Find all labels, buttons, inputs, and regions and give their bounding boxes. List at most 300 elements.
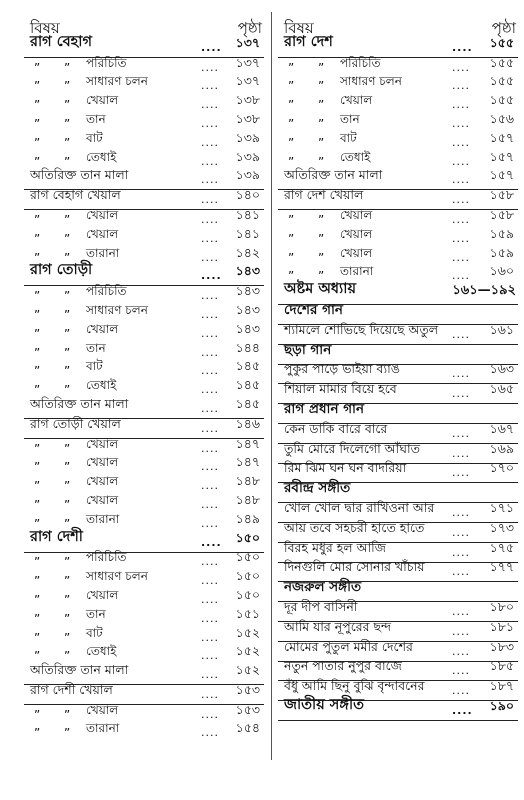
leader-dots: .... [452, 446, 470, 460]
toc-entry [24, 701, 264, 724]
page-number: ১৬৭ [489, 420, 514, 436]
entry-title: খেয়াল [340, 93, 373, 108]
entry-title: খেয়াল [86, 702, 119, 717]
entry-title: খোল খোল দ্বার রাখিওনা আর [284, 499, 435, 515]
ditto-mark: ” [64, 611, 71, 626]
entry-title: আমি যার নূপুরের ছন্দ [284, 618, 392, 634]
subsection-title: নজরুল সঙ্গীত [284, 579, 362, 596]
leader-dots: .... [452, 98, 470, 112]
page-number: ১৪৭ [235, 454, 260, 470]
page-label: পৃষ্ঠা [491, 19, 516, 37]
toc-entry [278, 225, 518, 248]
leader-dots: .... [201, 574, 219, 588]
leader-dots: .... [452, 565, 470, 579]
entry-title: রিম ঝিম ঘন ঘন বাদরিয়া [284, 460, 407, 476]
ditto-mark: ” [318, 154, 325, 169]
toc-entry [24, 225, 264, 248]
page-number: ১৩৭ [235, 34, 260, 50]
leader-dots: .... [201, 668, 219, 682]
ditto-mark: ” [64, 555, 71, 570]
leader-dots: .... [452, 135, 470, 149]
page-number: ১৪৪ [235, 339, 260, 355]
page-number: ১৫৮ [489, 206, 514, 222]
ditto-mark: ” [64, 98, 71, 113]
entry-title: তেধাই [86, 644, 117, 659]
page-number: ১৬৯ [489, 440, 514, 456]
page-number: ১৩৯ [235, 167, 260, 183]
leader-dots: .... [201, 516, 219, 530]
ditto-mark: ” [64, 231, 71, 246]
leader-dots: .... [201, 630, 219, 644]
ditto-mark: ” [34, 135, 41, 150]
entry-title: খেয়াল [86, 321, 119, 336]
ditto-mark: ” [34, 726, 41, 741]
toc-entry [278, 129, 518, 152]
toc-entry [24, 358, 264, 381]
entry-title: পরিচিতি [86, 55, 127, 70]
toc-entry [24, 415, 264, 439]
entry-title: পরিচিতি [86, 550, 127, 565]
leader-dots: .... [452, 327, 470, 341]
leader-dots: .... [452, 173, 470, 187]
leader-dots: .... [452, 116, 470, 130]
toc-entry [278, 73, 518, 96]
toc-entry [24, 110, 264, 133]
entry-title: খেয়াল [86, 226, 119, 241]
leader-dots: .... [452, 505, 470, 519]
page-number: ১৪৭ [235, 435, 260, 451]
page-number: ১৫৪ [235, 720, 260, 736]
page-number: ১৫২ [235, 662, 260, 678]
toc-entry [24, 473, 264, 495]
page-number: ১৪৩ [235, 283, 260, 299]
toc-entry [278, 110, 518, 133]
toc-left-rows [24, 33, 264, 742]
entry-title: তান [340, 111, 360, 126]
leader-dots: .... [452, 60, 470, 74]
ditto-mark: ” [318, 231, 325, 246]
ditto-mark: ” [64, 497, 71, 512]
toc-entry [24, 320, 264, 343]
page-number: ১৮১ [489, 618, 514, 634]
entry-title: খেয়াল [86, 474, 119, 489]
entry-title: বাট [340, 130, 357, 145]
toc-right-column [278, 14, 518, 721]
toc-entry [24, 681, 264, 705]
toc-entry [24, 262, 264, 287]
page-number: ১৮৩ [489, 638, 514, 654]
entry-title: তেধাই [86, 149, 117, 164]
toc-entry [24, 187, 264, 210]
entry-title: অতিরিক্ত তান মালা [30, 167, 129, 183]
entry-title: অতিরিক্ত তান মালা [30, 662, 129, 678]
leader-dots: .... [201, 154, 219, 168]
leader-dots: .... [452, 193, 470, 207]
leader-dots: .... [452, 664, 470, 678]
entry-title: বঁধু আমি ছিনু বুঝি বৃন্দাবনের [284, 678, 425, 694]
leader-dots: .... [201, 193, 219, 207]
entry-title: বিরহ মধুর হল আজি [284, 539, 386, 555]
page-number: ১৯০ [489, 697, 514, 713]
page-number: ১৭১ [489, 499, 514, 515]
ditto-mark: ” [34, 516, 41, 531]
subject-label: বিষয় [284, 19, 314, 37]
page-number: ১৮৫ [489, 658, 514, 674]
ditto-mark: ” [288, 79, 295, 94]
entry-title: সাধারণ চলন [86, 302, 148, 317]
page-number: ১৪৯ [235, 510, 260, 526]
page-number: ১৭০ [489, 460, 514, 476]
entry-title: তান [86, 111, 106, 126]
ditto-mark: ” [64, 154, 71, 169]
toc-entry [24, 339, 264, 362]
section-title: রাগ দেশ [284, 33, 333, 50]
page-number: ১৬১ [489, 321, 514, 337]
ditto-mark: ” [64, 383, 71, 398]
ditto-mark: ” [64, 326, 71, 341]
ditto-mark: ” [288, 60, 295, 75]
toc-entry [278, 33, 518, 58]
entry-title: দূর দীপ বাসিনী [284, 598, 358, 614]
leader-dots: .... [452, 40, 473, 54]
leader-dots: .... [201, 250, 219, 264]
ditto-mark: ” [64, 250, 71, 265]
page-number: ১৪৬ [235, 415, 260, 431]
entry-title: খেয়াল [86, 455, 119, 470]
section-title: রাগ তোড়ী [30, 262, 93, 279]
ditto-mark: ” [318, 98, 325, 113]
ditto-mark: ” [34, 307, 41, 322]
leader-dots: .... [201, 135, 219, 149]
entry-title: অতিরিক্ত তান মালা [284, 167, 383, 183]
leader-dots: .... [201, 649, 219, 663]
toc-entry [278, 696, 518, 721]
toc-entry [24, 454, 264, 477]
ditto-mark: ” [34, 289, 41, 304]
page-number: ১৫৩ [235, 701, 260, 717]
entry-title: সাধারণ চলন [340, 74, 402, 89]
ditto-mark: ” [318, 116, 325, 131]
page-number: ১৫৭ [489, 148, 514, 164]
page-number: ১৩৭ [235, 73, 260, 89]
leader-dots: .... [452, 703, 473, 717]
page-number: ১৫১ [235, 605, 260, 621]
page-number: ১৫৬ [489, 110, 514, 126]
leader-dots: .... [201, 116, 219, 130]
leader-dots: .... [452, 624, 470, 638]
page-number: ১৩৯ [235, 129, 260, 145]
ditto-mark: ” [64, 135, 71, 150]
page-number: ১৫৫ [489, 92, 514, 108]
toc-left-column [24, 14, 264, 742]
entry-title: আয় তবে সহচরী হাতে হাতে [284, 519, 425, 535]
entry-title: সাধারণ চলন [86, 74, 148, 89]
leader-dots: .... [201, 40, 222, 54]
ditto-mark: ” [34, 574, 41, 589]
ditto-mark: ” [34, 592, 41, 607]
toc-entry [24, 129, 264, 152]
toc-entry [24, 605, 264, 628]
ditto-mark: ” [34, 649, 41, 664]
page-number: ১৫৩ [235, 681, 260, 697]
page-number: ১৫০ [235, 586, 260, 602]
page-number: ১৬৫ [489, 381, 514, 397]
leader-dots: .... [201, 307, 219, 321]
ditto-mark: ” [34, 60, 41, 75]
page-number: ১৩৭ [235, 54, 260, 70]
page-number: ১৫২ [235, 624, 260, 640]
toc-entry [24, 33, 264, 58]
leader-dots: .... [201, 289, 219, 303]
entry-title: তেধাই [340, 149, 371, 164]
entry-title: খেয়াল [86, 436, 119, 451]
entry-title: খেয়াল [86, 492, 119, 507]
ditto-mark: ” [64, 479, 71, 494]
ditto-mark: ” [64, 707, 71, 722]
ditto-mark: ” [34, 326, 41, 341]
leader-dots: .... [201, 98, 219, 112]
page-number: ১৫০ [235, 549, 260, 565]
leader-dots: .... [201, 60, 219, 74]
ditto-mark: ” [64, 307, 71, 322]
ditto-mark: ” [34, 364, 41, 379]
ditto-mark: ” [64, 441, 71, 456]
entry-title: খেয়াল [86, 93, 119, 108]
entry-title: পরিচিতি [340, 55, 381, 70]
entry-title: রাগ তোড়ী খেয়াল [30, 415, 121, 431]
ditto-mark: ” [34, 479, 41, 494]
ditto-mark: ” [64, 79, 71, 94]
page-number: ১৫৫ [489, 54, 514, 70]
leader-dots: .... [452, 525, 470, 539]
ditto-mark: ” [64, 574, 71, 589]
entry-title: খেয়াল [340, 207, 373, 222]
ditto-mark: ” [34, 630, 41, 645]
page-number: ১৫০ [235, 568, 260, 584]
leader-dots: .... [452, 231, 470, 245]
entry-title: বাট [86, 359, 103, 374]
ditto-mark: ” [288, 98, 295, 113]
page-number: ১৫৫ [489, 34, 514, 50]
ditto-mark: ” [34, 98, 41, 113]
leader-dots: .... [201, 497, 219, 511]
ditto-mark: ” [318, 79, 325, 94]
toc-entry [278, 244, 518, 267]
entry-title: তারানা [340, 264, 374, 279]
entry-title: তান [86, 340, 106, 355]
leader-dots: .... [201, 535, 222, 549]
ditto-mark: ” [288, 116, 295, 131]
toc-entry [24, 720, 264, 743]
page-number: ১৫০ [235, 529, 260, 545]
toc-entry [24, 624, 264, 647]
leader-dots: .... [201, 707, 219, 721]
page-number: ১৪৩ [235, 263, 260, 279]
page-number: ১৭৩ [489, 519, 514, 535]
leader-dots: .... [452, 684, 470, 698]
leader-dots: .... [201, 326, 219, 340]
entry-title: খেয়াল [86, 207, 119, 222]
ditto-mark: ” [34, 707, 41, 722]
page-range: ১৬১—১৯২ [452, 283, 516, 299]
ditto-mark: ” [64, 630, 71, 645]
page-number: ১৮০ [489, 598, 514, 614]
page-number: ১৬০ [489, 263, 514, 279]
leader-dots: .... [201, 79, 219, 93]
ditto-mark: ” [34, 116, 41, 131]
ditto-mark: ” [318, 250, 325, 265]
section-title: রাগ দেশী [30, 528, 83, 545]
entry-title: রাগ বেহাগ খেয়াল [30, 187, 121, 203]
page-number: ১৩৮ [235, 92, 260, 108]
ditto-mark: ” [288, 250, 295, 265]
page-number: ১৫৮ [489, 187, 514, 203]
entry-title: কেন ডাকি বারে বারে [284, 420, 388, 436]
page-number: ১৫৫ [489, 73, 514, 89]
ditto-mark: ” [288, 269, 295, 284]
entry-title: মোমের পুতুল মমীর দেশের [284, 638, 413, 654]
page-number: ১৬৩ [489, 361, 514, 377]
toc-entry [278, 187, 518, 210]
leader-dots: .... [452, 154, 470, 168]
ditto-mark: ” [34, 345, 41, 360]
leader-dots: .... [452, 269, 470, 283]
leader-dots: .... [452, 79, 470, 93]
ditto-mark: ” [34, 79, 41, 94]
leader-dots: .... [201, 611, 219, 625]
page-number: ১৫৭ [489, 167, 514, 183]
leader-dots: .... [201, 401, 219, 415]
ditto-mark: ” [34, 383, 41, 398]
ditto-mark: ” [64, 345, 71, 360]
page-number: ১৫৯ [489, 225, 514, 241]
ditto-mark: ” [34, 611, 41, 626]
subsection-title: দেশের গান [284, 301, 343, 318]
ditto-mark: ” [34, 460, 41, 475]
ditto-mark: ” [34, 212, 41, 227]
toc-entry [278, 206, 518, 229]
entry-title: খেয়াল [86, 587, 119, 602]
leader-dots: .... [201, 421, 219, 435]
entry-title: পুকুর পাড়ে ভাইয়া ব্যাঙ [284, 361, 400, 377]
entry-title: তান [86, 606, 106, 621]
toc-entry [278, 92, 518, 114]
ditto-mark: ” [318, 212, 325, 227]
entry-title: খেয়াল [340, 245, 373, 260]
toc-entry [24, 301, 264, 324]
subsection-title: রাগ প্রধান গান [284, 400, 365, 417]
leader-dots: .... [201, 460, 219, 474]
entry-title: বাট [86, 625, 103, 640]
ditto-mark: ” [288, 231, 295, 246]
page-number: ১৩৯ [235, 148, 260, 164]
page-number: ১৪৫ [235, 395, 260, 411]
ditto-mark: ” [288, 135, 295, 150]
ditto-mark: ” [64, 212, 71, 227]
page-number: ১৭৫ [489, 539, 514, 555]
entry-title: শিয়াল মামার বিয়ে হবে [284, 381, 397, 397]
page-number: ১৪৫ [235, 377, 260, 393]
entry-title: অষ্টম অধ্যায় [284, 281, 356, 298]
section-title: রাগ বেহাগ [30, 33, 93, 50]
page-number: ১৫২ [235, 643, 260, 659]
column-divider [271, 12, 272, 760]
ditto-mark: ” [64, 60, 71, 75]
toc-entry [24, 491, 264, 514]
subsection-title: রবীন্দ্র সঙ্গীত [284, 480, 351, 497]
page-number: ১৪১ [235, 206, 260, 222]
entry-title: দিনগুলি মোর সোনার খাঁচায় [284, 559, 425, 575]
leader-dots: .... [201, 364, 219, 378]
entry-title: বাট [86, 130, 103, 145]
ditto-mark: ” [34, 555, 41, 570]
ditto-mark: ” [64, 460, 71, 475]
page-number: ১৪৩ [235, 320, 260, 336]
entry-title: তারানা [86, 511, 120, 526]
subsection-title: ছড়া গান [284, 341, 332, 358]
subject-label: বিষয় [30, 19, 60, 37]
page-number: ১৮৭ [489, 678, 514, 694]
entry-title: রাগ দেশী খেয়াল [30, 681, 113, 697]
ditto-mark: ” [288, 154, 295, 169]
page-number: ১৪৩ [235, 301, 260, 317]
leader-dots: .... [452, 387, 470, 401]
leader-dots: .... [452, 545, 470, 559]
leader-dots: .... [452, 426, 470, 440]
leader-dots: .... [201, 383, 219, 397]
page-number: ১৪৮ [235, 473, 260, 489]
entry-title: তারানা [86, 245, 120, 260]
toc-entry [24, 528, 264, 553]
leader-dots: .... [201, 555, 219, 569]
toc-entry [24, 73, 264, 96]
entry-title: শ্যামলে শোভিছে দিয়েছে অতুল [284, 321, 439, 337]
leader-dots: .... [201, 231, 219, 245]
ditto-mark: ” [64, 516, 71, 531]
leader-dots: .... [452, 466, 470, 480]
leader-dots: .... [201, 687, 219, 701]
entry-title: সাধারণ চলন [86, 569, 148, 584]
entry-title: রাগ দেশ খেয়াল [284, 187, 364, 203]
leader-dots: .... [201, 441, 219, 455]
ditto-mark: ” [64, 592, 71, 607]
page-number: ১৫৭ [489, 129, 514, 145]
leader-dots: .... [452, 250, 470, 264]
entry-title: জাতীয় সঙ্গীত [284, 696, 365, 713]
ditto-mark: ” [64, 364, 71, 379]
ditto-mark: ” [64, 289, 71, 304]
toc-entry [24, 568, 264, 590]
ditto-mark: ” [34, 154, 41, 169]
page-number: ১৪০ [235, 187, 260, 203]
page-number: ১৭৭ [489, 559, 514, 575]
entry-title: তারানা [86, 721, 120, 736]
entry-title: নতুন পাতার নুপুর বাজে [284, 658, 402, 674]
leader-dots: .... [452, 604, 470, 618]
ditto-mark: ” [34, 231, 41, 246]
leader-dots: .... [201, 479, 219, 493]
page-number: ১৪১ [235, 225, 260, 241]
page-number: ১৪৮ [235, 491, 260, 507]
leader-dots: .... [452, 644, 470, 658]
ditto-mark: ” [64, 649, 71, 664]
entry-title: অতিরিক্ত তান মালা [30, 395, 129, 411]
ditto-mark: ” [288, 212, 295, 227]
entry-title: খেয়াল [340, 226, 373, 241]
leader-dots: .... [452, 212, 470, 226]
entry-title: তুমি মোরে দিলেগো আঁঘাত [284, 440, 420, 456]
ditto-mark: ” [318, 269, 325, 284]
